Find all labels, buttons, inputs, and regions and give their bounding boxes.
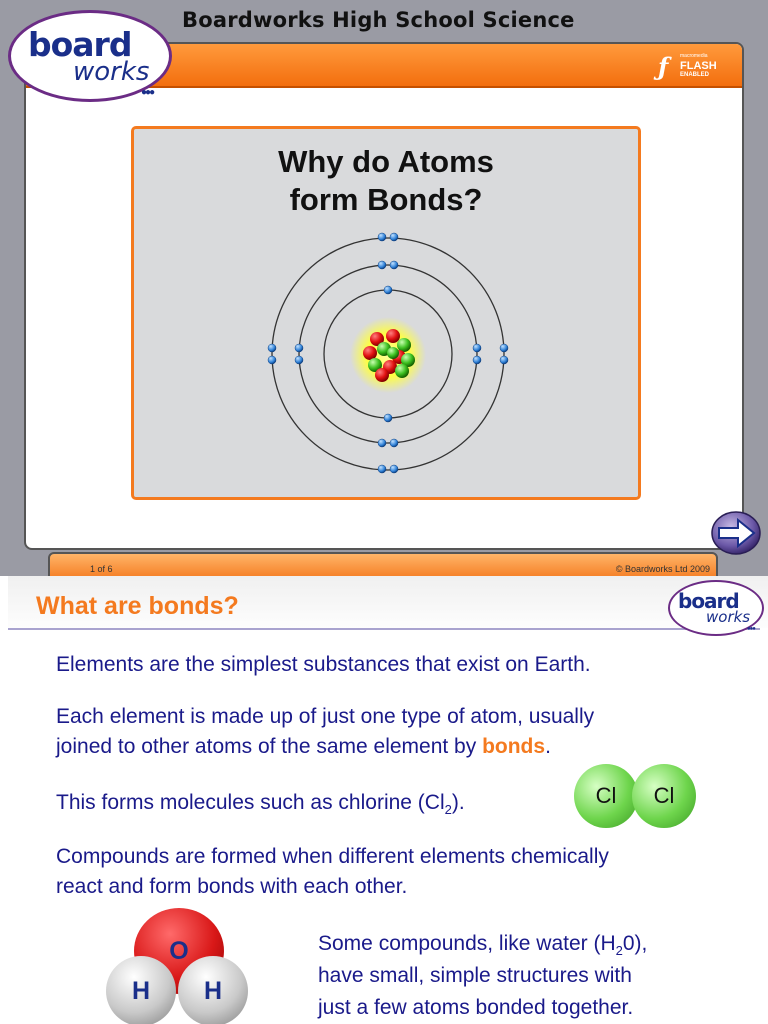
panel-title: Why do Atoms form Bonds? [278, 144, 494, 217]
paragraph-compounds: Compounds are formed when different elements chemically react and form bonds with each other. [56, 845, 609, 898]
flash-f-icon: ƒ [658, 52, 669, 81]
highlight-bonds: bonds [482, 735, 546, 758]
chlorine-atom: Cl [632, 764, 696, 828]
header-divider [8, 628, 760, 630]
slide-2 [0, 576, 768, 1024]
slide-header [8, 576, 768, 628]
page-indicator: 1 of 6 [90, 564, 113, 574]
copyright: © Boardworks Ltd 2009 [615, 564, 710, 574]
slide-title: What are bonds? [36, 592, 239, 620]
logo-dots-icon: ●●● [747, 626, 755, 632]
flash-enabled-badge: ƒ macromedia FLASH ENABLED [658, 52, 717, 81]
chlorine-atom: Cl [574, 764, 638, 828]
hydrogen-atom: H [106, 956, 176, 1024]
hydrogen-atom: H [178, 956, 248, 1024]
paragraph-atoms: Each element is made up of just one type of atom, usually joined to other atoms of the same element by bonds. [56, 705, 595, 758]
boardworks-logo: board works ●●● [8, 10, 172, 102]
paragraph-water: Some compounds, like water $(H_20)$, have small, simple structures with just a few atoms bonded together. [318, 932, 648, 1019]
title-panel [131, 126, 641, 500]
oxygen-atom: O [134, 908, 224, 994]
slide-frame [24, 42, 744, 550]
header-title: Boardworks High School Science [182, 8, 575, 32]
logo-dots-icon: ●●● [141, 87, 154, 98]
footer-bar [48, 552, 718, 576]
paragraph-molecules: This forms molecules such as chlorine $(Cl_2)$. [56, 791, 465, 818]
next-slide-button[interactable] [710, 510, 762, 556]
paragraph-elements: Elements are the simplest substances that exist on Earth. [56, 653, 591, 676]
boardworks-logo-small: board works ●●● [668, 580, 764, 636]
atom-diagram [134, 129, 638, 497]
arrow-right-icon [710, 510, 762, 556]
